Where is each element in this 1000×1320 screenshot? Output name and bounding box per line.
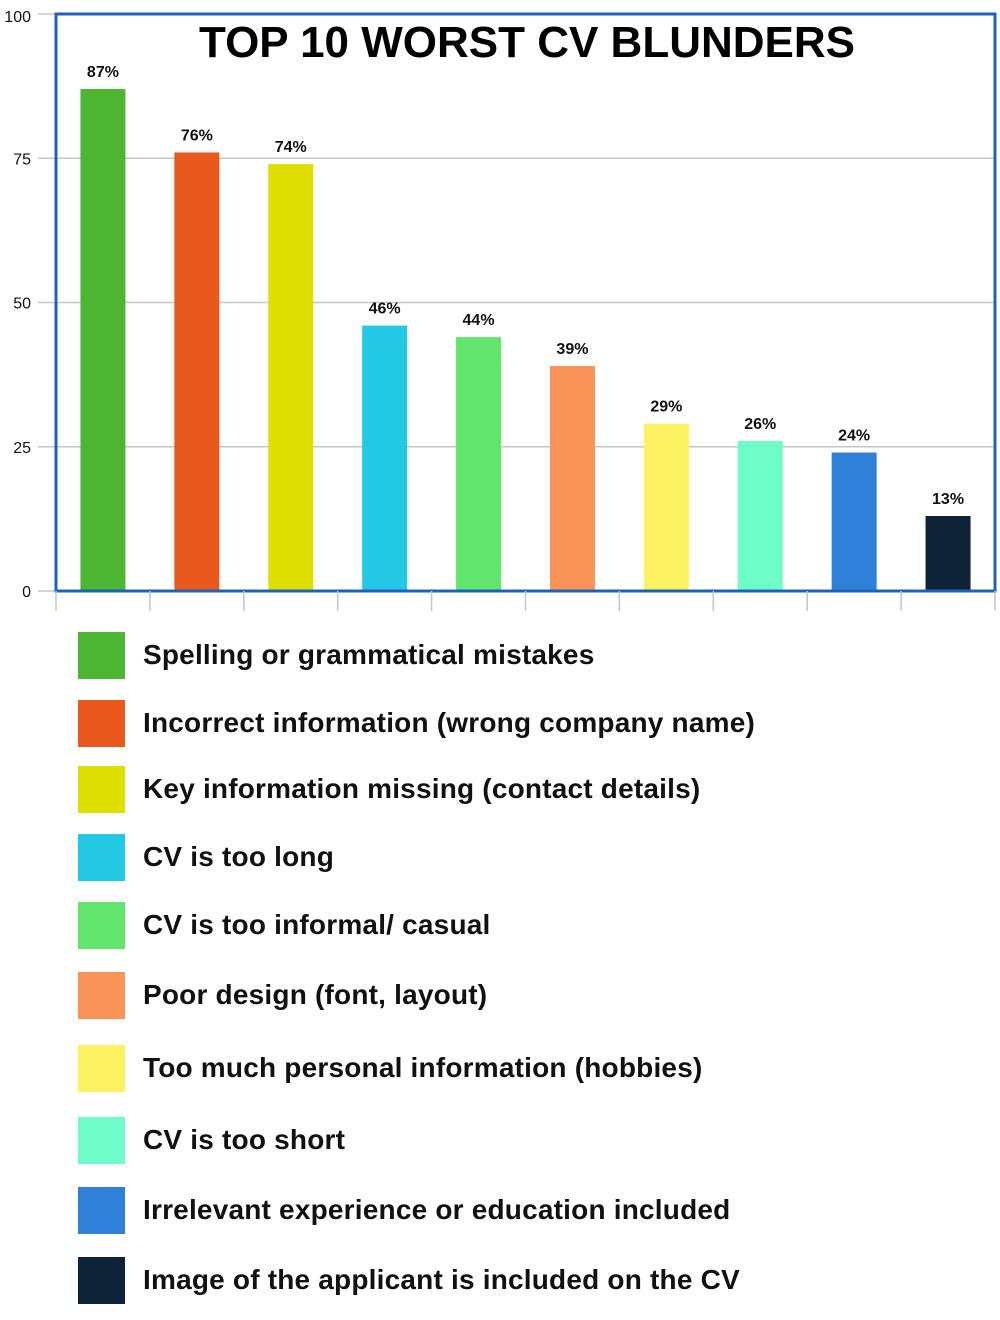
legend-label-6: Poor design (font, layout)	[143, 979, 488, 1010]
bar-7	[644, 424, 689, 591]
bars	[80, 89, 970, 591]
data-label-10: 13%	[932, 490, 965, 508]
legend-item-8	[78, 1116, 345, 1164]
legend-label-1: Spelling or grammatical mistakes	[143, 639, 595, 670]
legend-label-7: Too much personal information (hobbies)	[143, 1052, 703, 1083]
bar-3	[268, 164, 313, 591]
y-axis-ticks	[4, 9, 56, 601]
legend-item-3	[78, 765, 700, 813]
legend-item-1	[78, 631, 594, 679]
legend-item-9	[78, 1186, 730, 1234]
legend-label-4: CV is too long	[143, 841, 335, 872]
legend-item-2	[78, 699, 755, 747]
legend-swatch-10	[78, 1257, 125, 1304]
data-label-6: 39%	[556, 340, 589, 358]
legend-label-9: Irrelevant experience or education included	[143, 1194, 731, 1225]
data-label-9: 24%	[838, 427, 871, 445]
bar-9	[832, 453, 877, 591]
legend-item-6	[78, 971, 487, 1019]
legend-swatch-6	[78, 972, 125, 1019]
data-label-4: 46%	[368, 300, 401, 318]
y-tick-label-0: 0	[22, 584, 31, 601]
data-label-7: 29%	[650, 398, 683, 416]
data-label-8: 26%	[744, 415, 777, 433]
data-label-2: 76%	[180, 127, 213, 145]
bar-4	[362, 326, 407, 591]
chart-title: TOP 10 WORST CV BLUNDERS	[198, 18, 856, 67]
data-label-1: 87%	[86, 64, 119, 82]
legend-label-2: Incorrect information (wrong company name)	[143, 707, 756, 738]
legend-item-10	[78, 1256, 740, 1304]
data-label-5: 44%	[462, 312, 495, 330]
bar-8	[738, 441, 783, 591]
bar-1	[80, 89, 125, 591]
legend-item-4	[78, 833, 334, 881]
legend-swatch-3	[78, 766, 125, 813]
y-tick-label-25: 25	[13, 439, 31, 457]
legend-label-10: Image of the applicant is included on the CV	[143, 1264, 740, 1295]
legend-swatch-4	[78, 834, 125, 881]
legend-label-8: CV is too short	[143, 1124, 346, 1155]
legend-swatch-9	[78, 1187, 125, 1234]
y-tick-label-75: 75	[13, 151, 31, 169]
y-tick-label-50: 50	[13, 295, 31, 313]
bar-6	[550, 366, 595, 591]
y-tick-label-100: 100	[4, 9, 31, 26]
legend-item-7	[78, 1044, 703, 1092]
x-axis-ticks	[56, 591, 995, 611]
data-label-3: 74%	[274, 139, 307, 157]
legend-label-3: Key information missing (contact details)	[143, 773, 701, 804]
legend-swatch-2	[78, 700, 125, 747]
legend-label-5: CV is too informal/ casual	[143, 909, 491, 940]
legend-item-5	[78, 901, 491, 949]
bar-10	[926, 516, 971, 591]
legend-swatch-7	[78, 1045, 125, 1092]
legend-swatch-1	[78, 632, 125, 679]
bar-chart	[0, 0, 1000, 620]
legend-swatch-5	[78, 902, 125, 949]
bar-2	[174, 152, 219, 591]
bar-5	[456, 337, 501, 591]
legend-swatch-8	[78, 1117, 125, 1164]
